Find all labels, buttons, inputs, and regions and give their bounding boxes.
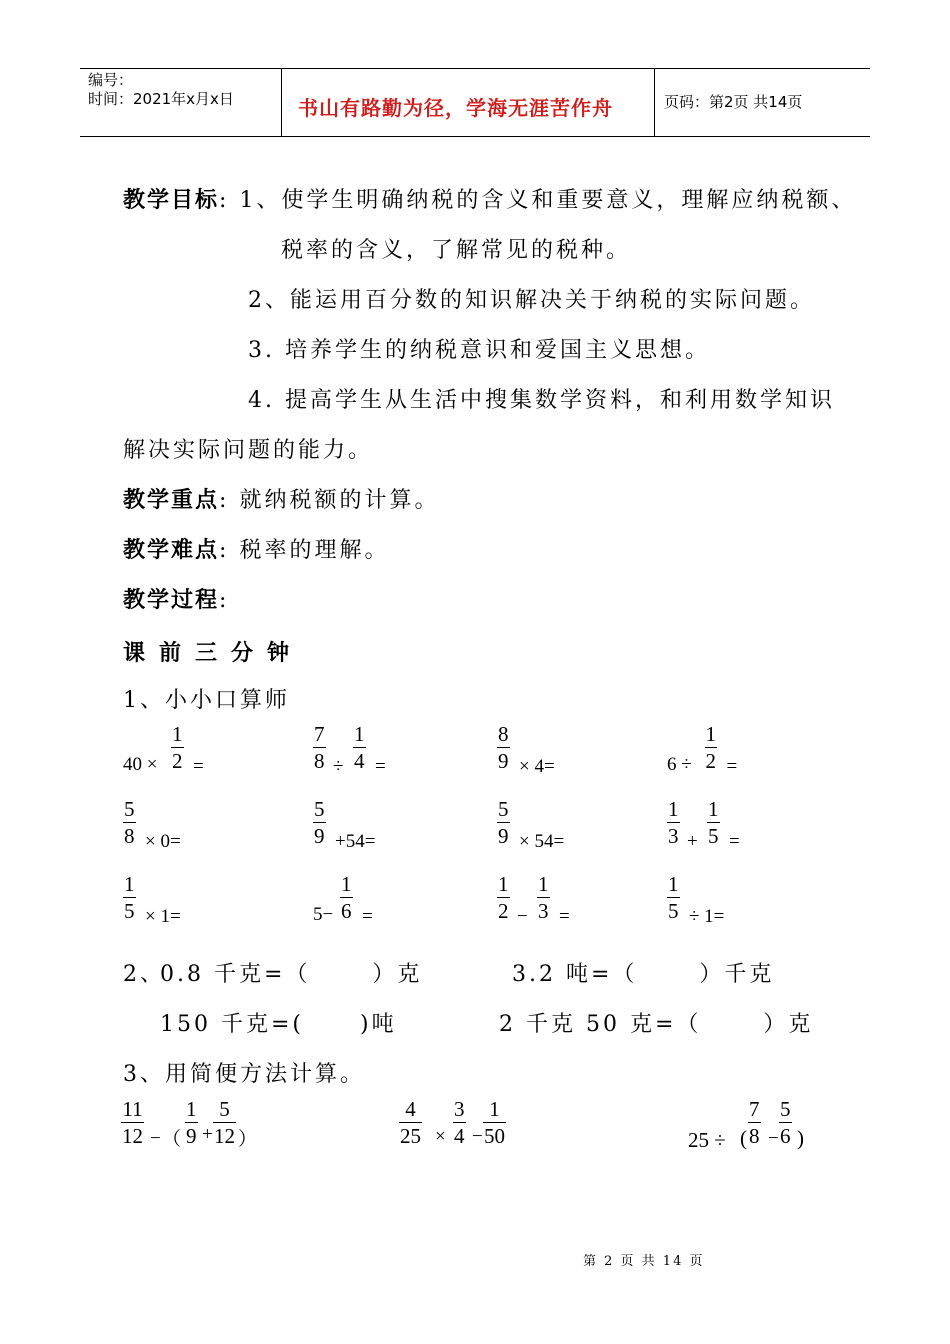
q3-e1-lparen: （ — [162, 1129, 182, 1150]
q2-item-3 — [160, 1010, 397, 1040]
q2-item-4-right: ）克 — [763, 1012, 814, 1037]
q1-item-3-suffix: × 4= — [519, 756, 555, 777]
key-point-text: 就纳税额的计算。 — [239, 488, 440, 513]
q1-item-2-fraction-1: 7 8 — [314, 722, 325, 773]
q3-e2-frac-2: 3 4 — [454, 1097, 465, 1148]
q3-e1-minus: − — [150, 1128, 161, 1149]
q3-e2-frac-1: 4 25 — [400, 1097, 421, 1148]
q3-e1-plus: + — [202, 1124, 213, 1145]
q1-item-1-fraction-1: 1 2 — [172, 722, 183, 773]
q1-item-2-operator: ÷ — [333, 756, 344, 777]
objective-1a: 1、使学生明确纳税的含义和重要意义，理解应纳税额、 — [239, 188, 857, 213]
q3-e3-lparen: ( — [740, 1126, 747, 1150]
q1-item-10-prefix: 5− — [313, 904, 334, 925]
q1-item-8-suffix: = — [729, 831, 740, 852]
q1-item-2-suffix: = — [375, 756, 386, 777]
objectives-line-1 — [123, 186, 856, 216]
q1-item-6-suffix: +54= — [335, 831, 376, 852]
q1-item-2-fraction-2: 1 4 — [354, 722, 365, 773]
q2-item-4-left: 2 千克 50 克=（ — [499, 1012, 702, 1037]
q3-e2-frac-3: 1 50 — [484, 1097, 505, 1148]
q3-e1-frac-2: 1 9 — [186, 1097, 197, 1148]
process-colon: : — [219, 588, 230, 613]
difficulty-colon: : — [219, 538, 230, 563]
q1-item-11-operator: − — [517, 906, 528, 927]
q3-e3-frac-2: 5 6 — [780, 1097, 791, 1148]
q3-e3-pre: 25 ÷ — [688, 1128, 726, 1152]
q1-item-1-prefix: 40 × — [123, 754, 158, 775]
header-motto: 书山有路勤为径，学海无涯苦作舟 — [298, 96, 613, 120]
objective-2: 2、能运用百分数的知识解决关于纳税的实际问题。 — [248, 288, 815, 313]
header-bottom-border — [80, 136, 870, 137]
q1-item-8-fraction-1: 1 3 — [668, 797, 679, 848]
q1-item-10-suffix: = — [362, 906, 373, 927]
q1-item-12-fraction-1: 1 5 — [668, 872, 679, 923]
objective-1b: 税率的含义，了解常见的税种。 — [281, 238, 632, 263]
key-point-label: 教学重点 — [123, 488, 220, 513]
q3-e3-minus: − — [768, 1128, 779, 1149]
process-label: 教学过程 — [123, 588, 220, 613]
q1-item-8-fraction-2: 1 5 — [708, 797, 719, 848]
q1-item-9-suffix: × 1= — [145, 906, 181, 927]
objective-3: 3. 培养学生的纳税意识和爱国主义思想。 — [248, 338, 710, 363]
q1-item-8-operator: + — [687, 831, 698, 852]
key-point — [123, 486, 439, 516]
q2-item-2-right: ）千克 — [699, 962, 775, 987]
header-divider-2 — [654, 68, 655, 136]
q1-item-5-fraction-1: 5 8 — [124, 797, 135, 848]
q2-item-1 — [160, 960, 422, 990]
section-title: 课前三分钟 — [123, 641, 304, 666]
q1-item-9-fraction-1: 1 5 — [124, 872, 135, 923]
header-number: 编号： — [88, 71, 134, 89]
q1-item-6-fraction-1: 5 9 — [314, 797, 325, 848]
q3-e3-rparen: ) — [797, 1126, 804, 1150]
header-time: 时间：2021年x月x日 — [88, 90, 234, 108]
q1-item-11-suffix: = — [559, 906, 570, 927]
q1-item-1-suffix: = — [193, 756, 204, 777]
q1-item-11-fraction-1: 1 2 — [498, 872, 509, 923]
q1-item-7-suffix: × 54= — [519, 831, 565, 852]
objectives-label: 教学目标 — [123, 188, 220, 213]
q2-item-2 — [512, 960, 774, 990]
q3-e2-minus: − — [472, 1126, 483, 1147]
q2-item-1-right: ）克 — [372, 962, 423, 987]
process — [123, 586, 229, 616]
q3-title: 3、用简便方法计算。 — [123, 1062, 365, 1087]
header-page: 页码：第2页 共14页 — [664, 93, 803, 111]
q1-item-5-suffix: × 0= — [145, 831, 181, 852]
q1-item-4-suffix: = — [726, 756, 738, 777]
objectives-colon: : — [219, 188, 230, 213]
header-divider-1 — [281, 68, 282, 136]
q3-e1-rparen: ） — [238, 1129, 258, 1150]
q2-item-2-left: 3.2 吨=（ — [512, 962, 638, 987]
q1-item-4-prefix: 6 ÷ — [667, 754, 692, 775]
q2-item-3-right: )吨 — [360, 1012, 397, 1037]
q1-item-7-fraction-1: 5 9 — [498, 797, 509, 848]
q1-item-10-fraction-1: 1 6 — [341, 872, 352, 923]
difficulty-text: 税率的理解。 — [239, 538, 390, 563]
q1-item-4-fraction-1: 1 2 — [705, 722, 716, 773]
q2-item-1-left: 0.8 千克=（ — [160, 962, 311, 987]
q1-item-11-fraction-2: 1 3 — [538, 872, 549, 923]
q2-item-3-left: 150 千克=( — [160, 1012, 305, 1037]
q3-e1-frac-1: 11 12 — [122, 1097, 143, 1148]
q2-label: 2、 — [123, 962, 165, 987]
key-point-colon: : — [219, 488, 230, 513]
q1-item-3-fraction-1: 8 9 — [498, 722, 509, 773]
difficulty — [123, 536, 389, 566]
header-top-border — [80, 68, 870, 69]
difficulty-label: 教学难点 — [123, 538, 220, 563]
page-footer: 第 2 页 共 14 页 — [583, 1254, 705, 1269]
q3-e2-times: × — [435, 1126, 446, 1147]
objective-4b: 解决实际问题的能力。 — [123, 438, 374, 463]
q2-item-4 — [499, 1010, 813, 1040]
q1-title: 1、小小口算师 — [123, 688, 290, 713]
objective-4a: 4. 提高学生从生活中搜集数学资料，和利用数学知识 — [248, 388, 835, 413]
q3-e3-frac-1: 7 8 — [749, 1097, 760, 1148]
q1-item-12-suffix: ÷ 1= — [689, 906, 725, 927]
q3-e1-frac-3: 5 12 — [214, 1097, 235, 1148]
